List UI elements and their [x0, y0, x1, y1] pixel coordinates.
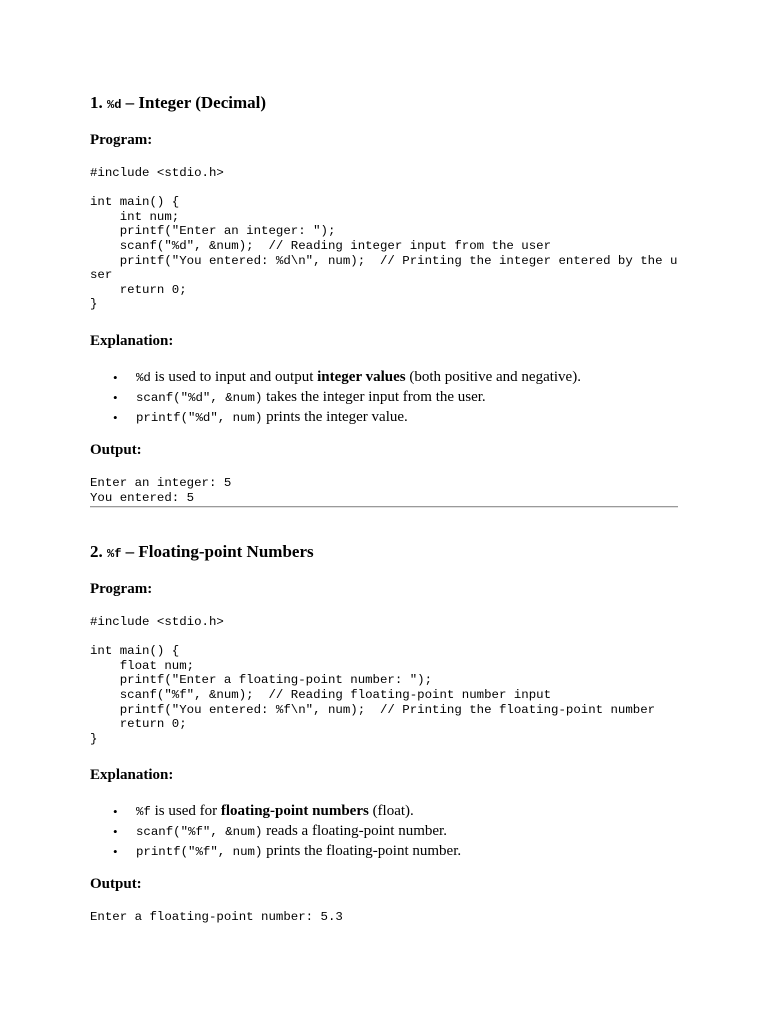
list-item: • %d is used to input and output integer values (both positive and negative). — [136, 368, 581, 388]
section-2-title: – Floating-point Numbers — [125, 542, 314, 561]
section-1-program-label: Program: — [90, 132, 153, 148]
section-2-output-label: Output: — [90, 876, 142, 892]
section-2-heading — [90, 542, 314, 564]
section-2-explanation-label: Explanation: — [90, 767, 174, 783]
section-2-explanation-list — [90, 802, 461, 862]
section-2-number: 2. — [90, 542, 103, 561]
section-1-output-block: Enter an integer: 5 You entered: 5 — [90, 476, 232, 505]
section-1-spec: %d — [107, 98, 122, 112]
list-item: • printf("%f", num) prints the floating-point number. — [136, 842, 461, 862]
section-2-spec: %f — [107, 547, 122, 561]
section-1-explanation-list — [90, 368, 581, 428]
section-1-title: – Integer (Decimal) — [125, 93, 267, 112]
section-1-code-block: #include <stdio.h> int main() { int num; printf("Enter an integer: "); scanf("%d", &num); // Reading integer input from the user printf("You entered: %d\n", num); // Printing the integer entered by the user return 0; } — [90, 166, 678, 312]
section-1-explanation-label: Explanation: — [90, 333, 174, 349]
section-2-code-block: #include <stdio.h> int main() { float num; printf("Enter a floating-point number: "); scanf("%f", &num); // Reading floating-point number input printf("You entered: %f\n", num); // Printing the floating-point number return 0; } — [90, 615, 656, 746]
list-item: • scanf("%d", &num) takes the integer input from the user. — [136, 388, 581, 408]
list-item: • printf("%d", num) prints the integer value. — [136, 408, 581, 428]
section-1-output-label: Output: — [90, 442, 142, 458]
section-divider — [90, 506, 678, 508]
section-1-heading — [90, 93, 266, 115]
list-item: • %f is used for floating-point numbers (float). — [136, 802, 461, 822]
section-1-number: 1. — [90, 93, 103, 112]
list-item: • scanf("%f", &num) reads a floating-point number. — [136, 822, 461, 842]
section-2-program-label: Program: — [90, 581, 153, 597]
section-2-output-block: Enter a floating-point number: 5.3 — [90, 910, 343, 924]
